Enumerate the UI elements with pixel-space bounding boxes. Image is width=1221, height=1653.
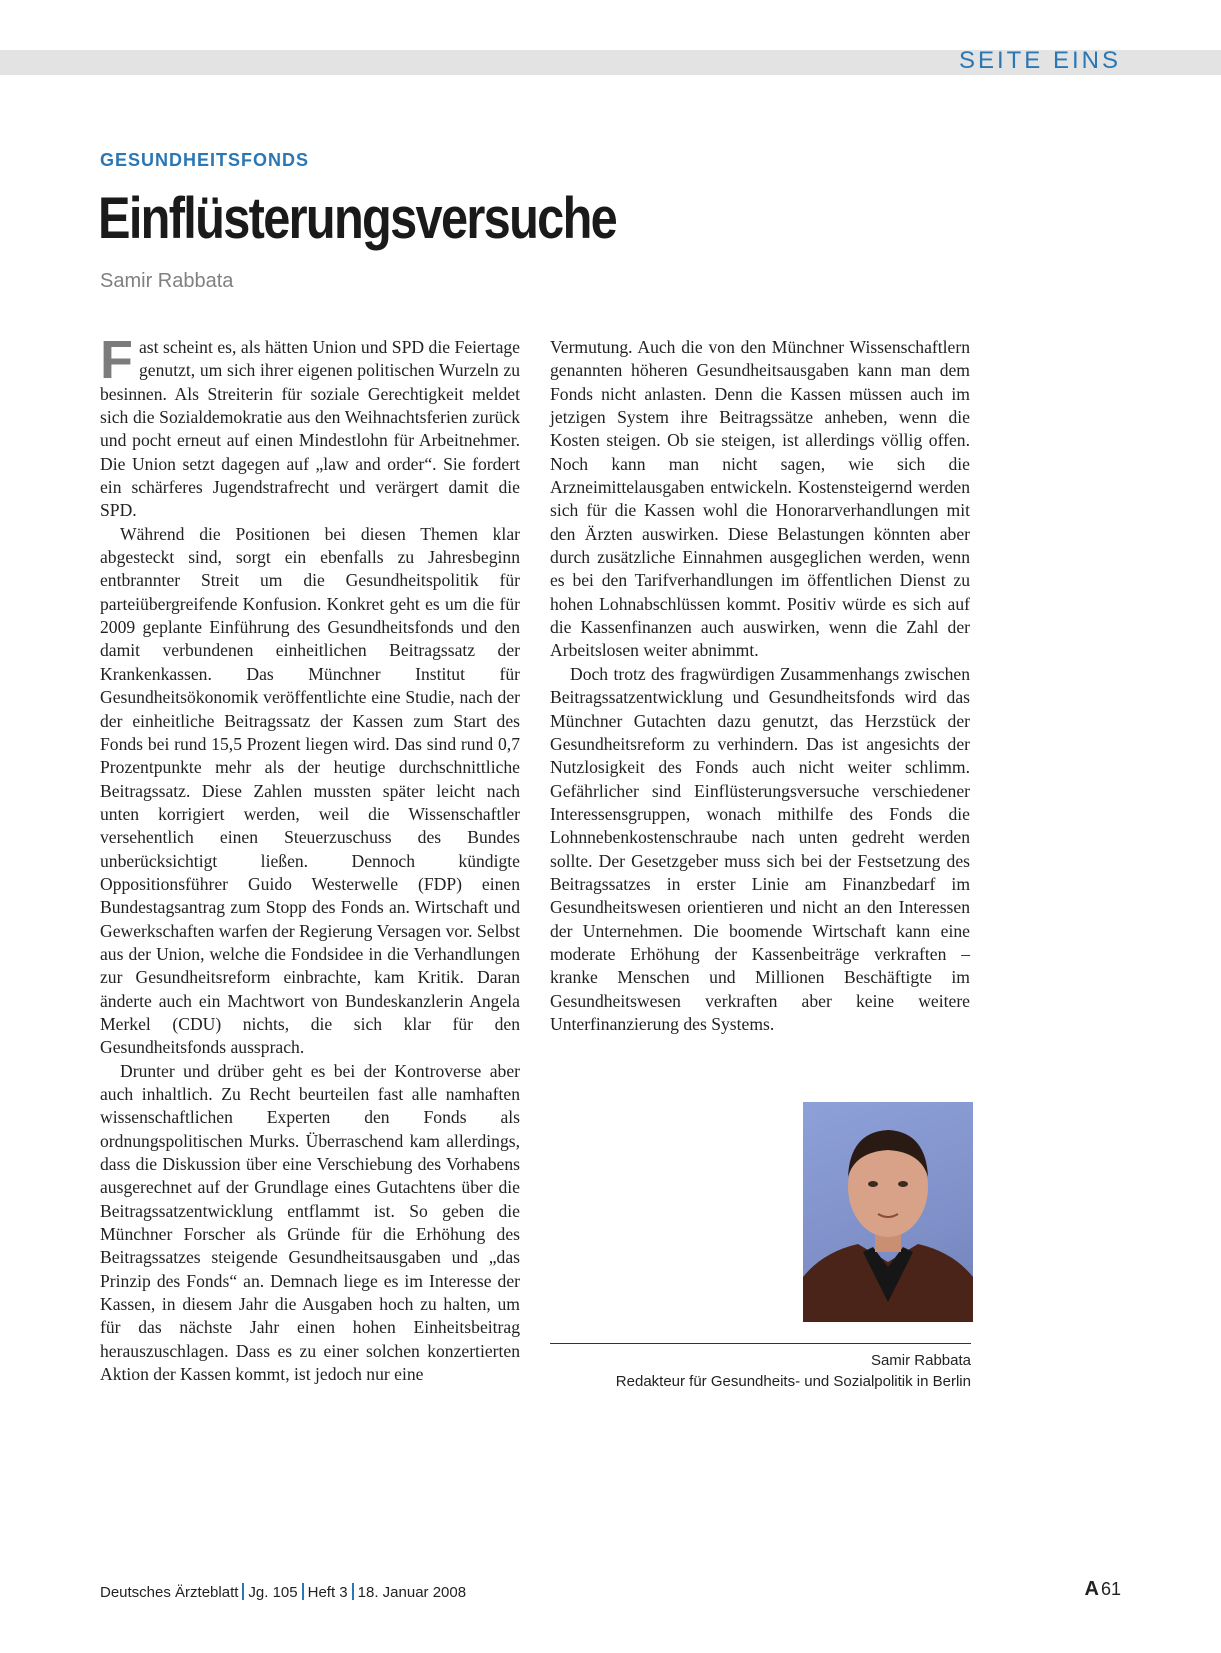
drop-cap: F <box>100 330 133 390</box>
separator <box>302 1583 304 1600</box>
caption-rule <box>550 1343 971 1344</box>
article-column-right <box>550 336 970 1036</box>
journal-name: Deutsches Ärzteblatt <box>100 1584 239 1601</box>
paragraph: Vermutung. Auch die von den Münchner Wissenschaftlern genannten höheren Gesundheitsausgaben kann man dem Fonds nicht anlasten. Denn die Kassen müssen auch im jetzigen System ihre Beitragssätze anheben, wenn die Kosten steigen. Ob sie steigen, ist allerdings völlig offen. Noch kann man nicht sagen, wie sich die Arzneimittelausgaben entwickeln. Kostensteigernd werden sich für die Kassen wohl die Honorarverhandlungen mit den Ärzten auswirken. Diese Belastungen könnten aber durch zusätzliche Einnahmen ausgeglichen werden, wenn es bei den Tarifverhandlungen im öffentlichen Dienst zu hohen Lohnabschlüssen kommt. Positiv würde es sich auf die Kassenfinanzen auch auswirken, wenn die Zahl der Arbeitslosen weiter abnimmt. <box>550 337 970 661</box>
footer-citation <box>100 1583 466 1601</box>
issue-date: 18. Januar 2008 <box>357 1584 467 1601</box>
paragraph: Doch trotz des fragwürdigen Zusammenhangs zwischen Beitragssatzentwicklung und Gesundheitsfonds wird das Münchner Gutachten dazu genutzt, das Herzstück der Gesundheitsreform zu verhindern. Das ist angesichts der Nutzlosigkeit des Fonds auch nicht weiter schlimm. Gefährlicher sind Einflüsterungsversuche verschiedener Interessensgruppen, wonach mithilfe des Fonds die Lohnnebenkostenschraube nach unten gedreht werden sollte. Der Gesetzgeber muss sich bei der Festsetzung des Beitragssatzes in erster Linie am Finanzbedarf im Gesundheitswesen orientieren und nicht an den Interessen der Unternehmen. Die boomende Wirtschaft kann eine moderate Erhöhung der Kassenbeiträge verkraften – kranke Menschen und Millionen Beschäftigte im Gesundheitswesen verkraften aber keine weitere Unterfinanzierung des Systems. <box>550 663 970 1034</box>
separator <box>242 1583 244 1600</box>
article-column-left <box>100 330 520 1386</box>
page-prefix: A <box>1084 1578 1099 1600</box>
issue: Heft 3 <box>307 1584 348 1601</box>
page-number-value: 61 <box>1100 1579 1121 1599</box>
article-kicker: GESUNDHEITSFONDS <box>100 150 310 170</box>
article-author: Samir Rabbata <box>100 270 234 292</box>
author-photo <box>803 1102 973 1322</box>
paragraph: Während die Positionen bei diesen Themen klar abgesteckt sind, sorgt ein ebenfalls zu Jahresbeginn entbrannter Streit um die Gesundheitspolitik für parteiübergreifende Konfusion. Konkret geht es um die für 2009 geplante Einführung des Gesundheitsfonds und den damit verbundenen einheitlichen Beitragssatz der Krankenkassen. Das Münchner Institut für Gesundheitsökonomik veröffentlichte eine Studie, nach der der einheitliche Beitragssatz der Kassen zum Start des Fonds bei rund 15,5 Prozent liegen wird. Das sind rund 0,7 Prozentpunkte mehr als der heutige durchschnittliche Beitragssatz. Diese Zahlen mussten später leicht nach unten korrigiert werden, weil die Wissenschaftler versehentlich einen Steuerzuschuss des Bundes unberücksichtigt ließen. Dennoch kündigte Oppositionsführer Guido Westerwelle (FDP) einen Bundestagsantrag zum Stopp des Fonds an. Wirtschaft und Gewerkschaften warfen der Regierung Versagen vor. Selbst aus der Union, welche die Fondsidee in die Verhandlungen zur Gesundheitsreform einbrachte, kam Kritik. Daran änderte auch ein Machtwort von Bundeskanzlerin Angela Merkel (CDU) nichts, die sich klar für den Gesundheitsfonds aussprach. <box>100 523 520 1058</box>
caption-name: Samir Rabbata <box>870 1352 971 1369</box>
paragraph: Fast scheint es, als hätten Union und SPD die Feiertage genutzt, um sich ihrer eigenen politischen Wurzeln zu besinnen. Als Streiterin für soziale Gerechtigkeit meldet sich die Sozialdemokratie aus den Weihnachtsferien zurück und pocht erneut auf einen Mindestlohn für Arbeitnehmer. Die Union setzt dagegen auf „law and order“. Sie fordert ein schärferes Jugendstrafrecht und verärgert damit die SPD. <box>100 330 520 521</box>
volume: Jg. 105 <box>248 1584 298 1601</box>
article-title: Einflüsterungsversuche <box>98 186 617 251</box>
photo-caption <box>616 1350 971 1392</box>
separator <box>352 1583 354 1600</box>
paragraph: Drunter und drüber geht es bei der Kontroverse aber auch inhaltlich. Zu Recht beurteilen fast alle namhaften wissenschaftlichen Experten den Fonds als ordnungspolitischen Murks. Überraschend kam allerdings, dass die Diskussion über eine Verschiebung des Vorhabens ausgerechnet auf der Grundlage eines Gutachtens über die Beitragssatzentwicklung entflammt ist. So geben die Münchner Forscher als Gründe für die Erhöhung des Beitragssatzes steigende Gesundheitsausgaben und „das Prinzip des Fonds“ an. Demnach liege es im Interesse der Kassen, in diesem Jahr die Ausgaben hoch zu halten, um für das nächste Jahr einen hohen Einheitsbeitrag herauszuschlagen. Dass es zu einer solchen konzertierten Aktion der Kassen kommt, ist jedoch nur eine <box>100 1060 520 1385</box>
section-label: SEITE EINS <box>958 47 1121 74</box>
caption-role: Redakteur für Gesundheits- und Sozialpolitik in Berlin <box>615 1373 971 1390</box>
page-number <box>1085 1578 1121 1601</box>
